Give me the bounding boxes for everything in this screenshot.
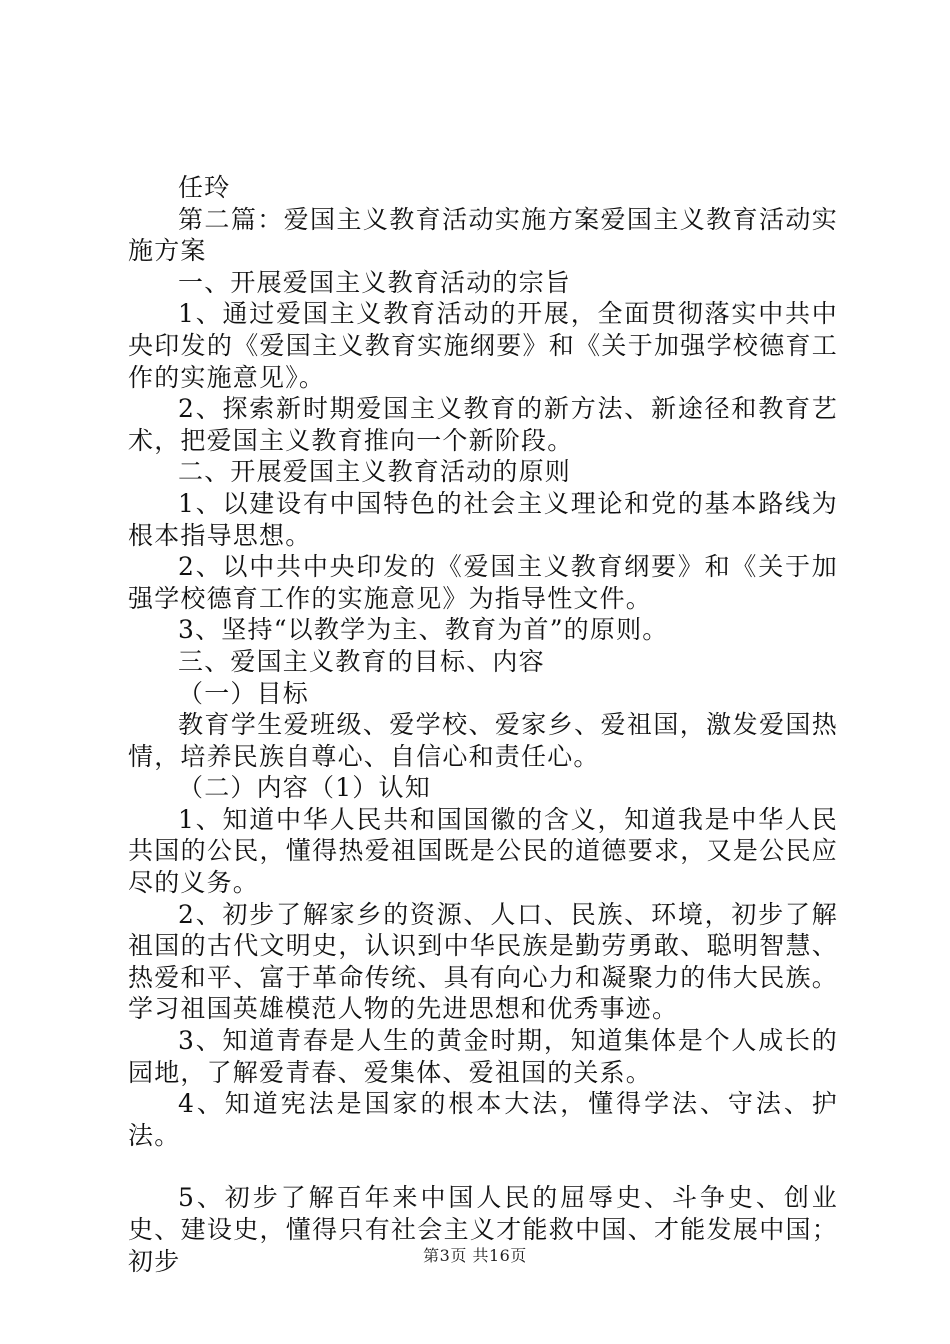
heading-goals-content: 三、爱国主义教育的目标、内容	[178, 646, 545, 676]
paragraph: 4、知道宪法是国家的根本大法，懂得学法、守法、护法。	[128, 1089, 838, 1150]
paragraph: 1、以建设有中国特色的社会主义理论和党的基本路线为根本指导思想。	[128, 488, 838, 550]
paragraph: 1、知道中华人民共和国国徽的含义，知道我是中华人民共国的公民，懂得热爱祖国既是公民的道德要求，又是公民应尽的义务。	[128, 804, 838, 898]
section-title: 第二篇：爱国主义教育活动实施方案爱国主义教育活动实施方案	[128, 204, 838, 266]
paragraph: 教育学生爱班级、爱学校、爱家乡、爱祖国，激发爱国热情，培养民族自尊心、自信心和责任心。	[128, 710, 838, 771]
paragraph: 3、知道青春是人生的黄金时期，知道集体是个人成长的园地，了解爱青春、爱集体、爱祖国的关系。	[128, 1026, 838, 1087]
subheading-content: （二）内容（1）认知	[178, 773, 431, 803]
subheading-goals: （一）目标	[178, 678, 310, 708]
heading-purpose: 一、开展爱国主义教育活动的宗旨	[178, 267, 572, 297]
paragraph: 1、通过爱国主义教育活动的开展，全面贯彻落实中共中央印发的《爱国主义教育实施纲要》和《关于加强学校德育工作的实施意见》。	[128, 299, 838, 392]
heading-principles: 二、开展爱国主义教育活动的原则	[178, 457, 572, 487]
paragraph: 2、以中共中央印发的《爱国主义教育纲要》和《关于加强学校德育工作的实施意见》为指导性文件。	[128, 552, 838, 613]
paragraph: 2、探索新时期爱国主义教育的新方法、新途径和教育艺术，把爱国主义教育推向一个新阶段。	[128, 394, 838, 455]
document-body	[128, 172, 838, 1277]
paragraph: 3、坚持“以教学为主、教育为首”的原则。	[178, 615, 669, 645]
author-line: 任玲	[178, 173, 231, 202]
paragraph: 2、初步了解家乡的资源、人口、民族、环境，初步了解祖国的古代文明史，认识到中华民族是勤劳勇敢、聪明智慧、热爱和平、富于革命传统、具有向心力和凝聚力的伟大民族。学习祖国英雄模范人物的先进思想和优秀事迹。	[128, 899, 838, 1024]
paragraph: 5、初步了解百年来中国人民的屈辱史、斗争史、创业史、建设史，懂得只有社会主义才能救中国、才能发展中国；初步	[128, 1183, 838, 1276]
page-footer: 第3页 共16页	[423, 1246, 527, 1265]
